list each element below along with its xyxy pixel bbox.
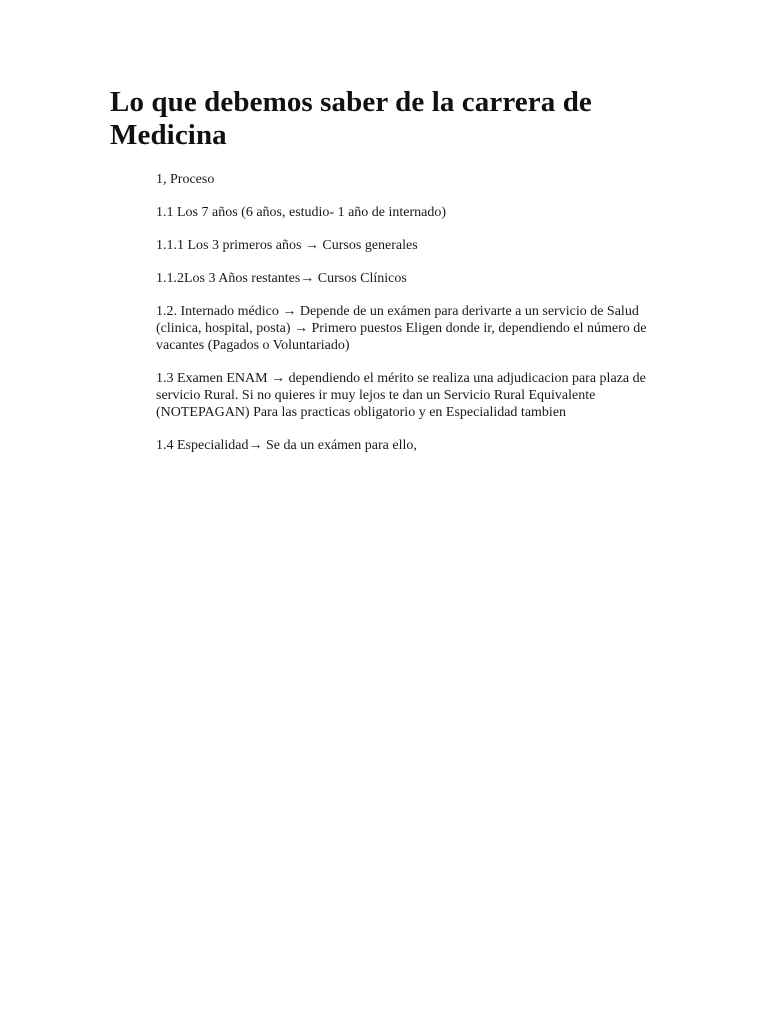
section-proceso: 1, Proceso [156, 172, 215, 187]
section-1-1-1-first-years: 1.1.1 Los 3 primeros años → Cursos generales [156, 238, 418, 253]
section-1-1-years: 1.1 Los 7 años (6 años, estudio- 1 año de internado) [156, 205, 447, 220]
section-1-3-enam-exam: 1.3 Examen ENAM → dependiendo el mérito se realiza una adjudicacion para plaza de servicio Rural. Si no quieres ir muy lejos te dan un Servicio Rural Equivalente (NOTEPAGAN) Para las practicas obligatorio y en Especialidad tambien [156, 371, 646, 420]
section-1-1-2-remaining-years: 1.1.2Los 3 Años restantes→ Cursos Clínicos [156, 271, 407, 286]
document-title: Lo que debemos saber de la carrera de Medicina [110, 86, 592, 151]
section-1-2-internship: 1.2. Internado médico → Depende de un exámen para derivarte a un servicio de Salud (clinica, hospital, posta) → Primero puestos Eligen donde ir, dependiendo el número de vacantes (Pagados o Voluntariado) [156, 304, 647, 353]
section-1-4-specialty: 1.4 Especialidad→ Se da un exámen para ello, [156, 438, 417, 453]
document-body [156, 171, 661, 470]
